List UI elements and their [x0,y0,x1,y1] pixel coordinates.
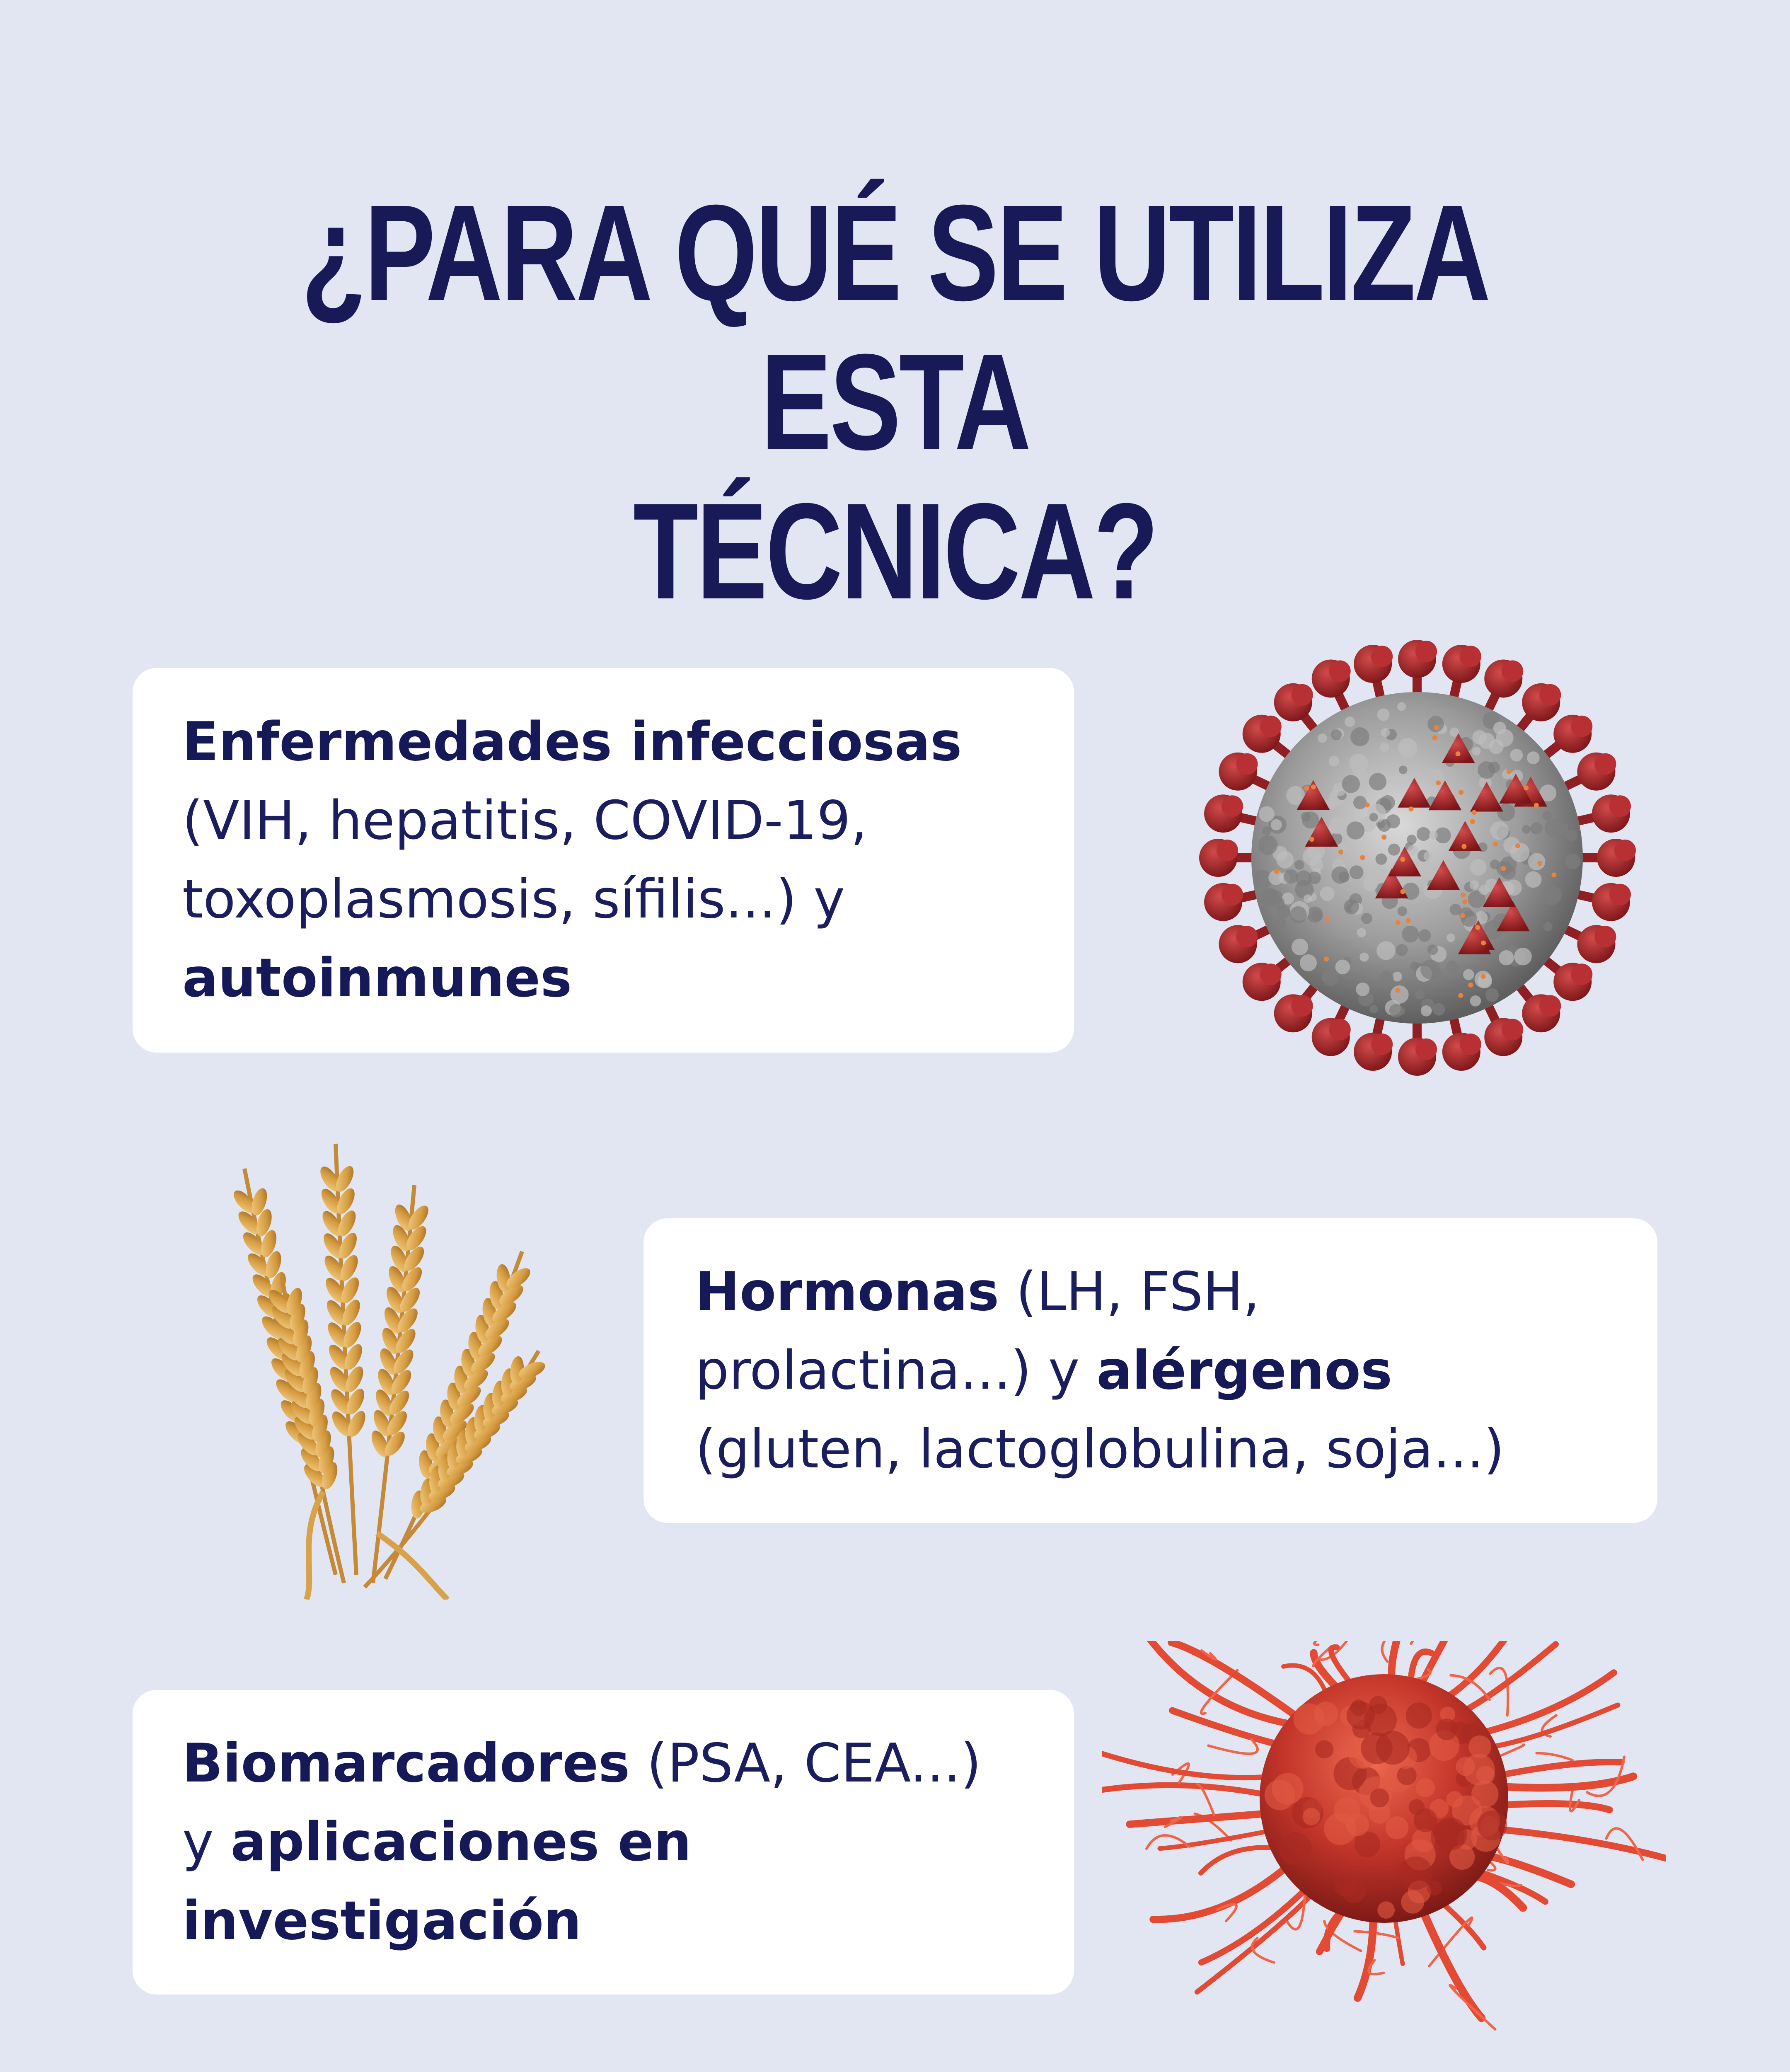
card-3-bold-1: Biomarcadores [182,1732,630,1794]
card-infectious-diseases-text [182,703,1024,1018]
cancer-cell-icon [1102,1641,1666,2039]
title-line-1: ¿PARA QUÉ SE UTILIZA ESTA [301,176,1489,478]
title-line-2: TÉCNICA? [633,474,1157,627]
card-hormones-allergens [643,1218,1657,1523]
card-infectious-diseases [133,668,1074,1053]
card-3-normal-1: (PSA, CEA...) y [182,1732,982,1873]
card-1-bold-1: Enfermedades infecciosas [182,711,962,773]
card-2-normal-2: (gluten, lactoglobulina, soja...) [695,1418,1505,1480]
page-title [197,178,1593,626]
card-1-bold-2: autoinmunes [182,947,572,1009]
card-hormones-allergens-text [695,1253,1606,1489]
card-2-normal-1: (LH, FSH, prolactina...) y [695,1261,1260,1402]
coronavirus-icon [1185,622,1649,1094]
card-2-bold-2: alérgenos [1096,1339,1393,1402]
card-biomarkers [133,1690,1074,1995]
wheat-icon [199,1119,572,1600]
card-1-normal-1: (VIH, hepatitis, COVID-19, toxoplasmosis, sífilis...) y [182,790,868,930]
card-2-bold-1: Hormonas [695,1261,999,1323]
card-3-bold-2: aplicaciones en investigación [182,1811,692,1952]
card-biomarkers-text [182,1724,1024,1961]
